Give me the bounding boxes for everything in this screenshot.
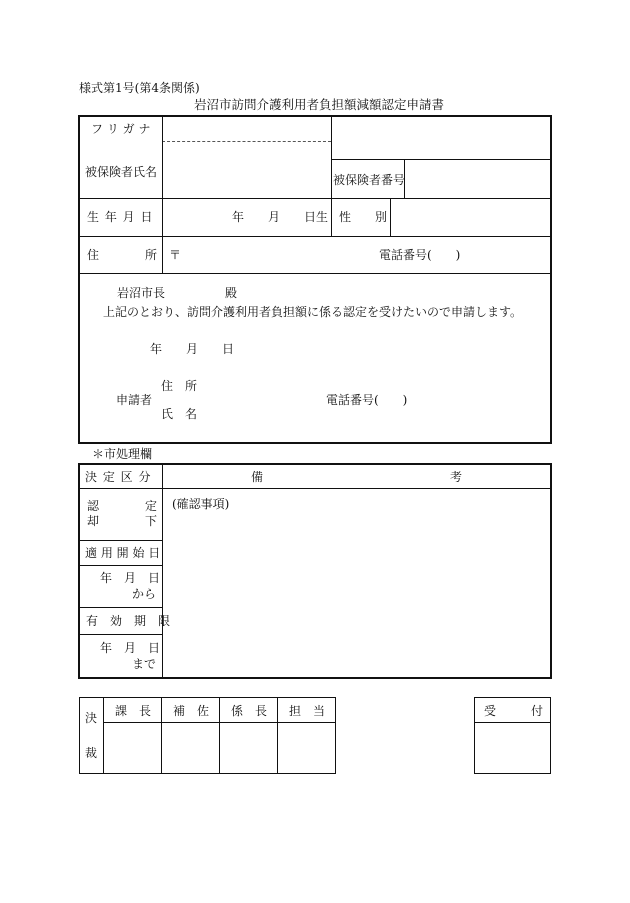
valid-suffix: まで	[132, 657, 157, 671]
approve-right: 定	[145, 499, 158, 513]
subsection-chief-label: 係 長	[231, 704, 268, 718]
sex-label: 性 別	[339, 210, 388, 224]
applicant-label: 申請者	[116, 393, 153, 407]
address-field[interactable]	[182, 240, 372, 270]
remarks-label-left: 備	[251, 470, 264, 484]
chief-label: 課 長	[115, 704, 152, 718]
form-number: 様式第1号(第4条関係)	[79, 81, 200, 95]
in-charge-label: 担 当	[289, 704, 326, 718]
address-label-right: 所	[145, 248, 158, 262]
addressee: 岩沼市長 殿	[117, 286, 238, 300]
reception-left: 受	[484, 704, 497, 718]
furigana-label: フ リ ガ ナ	[91, 122, 151, 136]
reject-right: 下	[145, 514, 158, 528]
approve-left: 認	[87, 499, 100, 513]
start-date-ymd[interactable]: 年 月 日	[100, 571, 161, 585]
in-charge-stamp[interactable]	[279, 724, 334, 773]
decision-label: 決 定 区 分	[85, 470, 152, 484]
insured-number-field[interactable]	[406, 161, 550, 197]
birthdate-template[interactable]: 年 月 日生	[232, 210, 329, 224]
declaration-date[interactable]: 年 月 日	[150, 342, 235, 356]
chief-stamp[interactable]	[105, 724, 160, 773]
subsection-chief-stamp[interactable]	[221, 724, 276, 773]
assistant-stamp[interactable]	[163, 724, 218, 773]
remarks-label-right: 考	[450, 470, 463, 484]
reject-left: 却	[87, 514, 100, 528]
insured-number-label: 被保険者番号	[333, 173, 406, 187]
address-label-left: 住	[87, 248, 100, 262]
reception-stamp[interactable]	[476, 724, 549, 773]
applicant-phone-label: 電話番号( )	[326, 393, 408, 407]
phone-label: 電話番号( )	[379, 248, 461, 262]
declaration-statement: 上記のとおり、訪問介護利用者負担額に係る認定を受けたいので申請します。	[103, 305, 523, 319]
decision-right: 裁	[85, 746, 98, 760]
postal-mark: 〒	[169, 248, 182, 262]
sex-field[interactable]	[392, 200, 550, 235]
office-section-label: ＊市処理欄	[92, 447, 153, 461]
decision-left: 決	[85, 711, 98, 725]
confirmation-note: (確認事項)	[172, 497, 230, 511]
furigana-field[interactable]	[164, 118, 329, 140]
start-date-suffix: から	[132, 587, 157, 601]
applicant-address-label: 住 所	[161, 379, 198, 393]
assistant-label: 補 佐	[173, 704, 210, 718]
start-date-label: 適 用 開 始 日	[85, 546, 161, 560]
form-title: 岩沼市訪問介護利用者負担額減額認定申請書	[194, 97, 445, 112]
valid-ymd[interactable]: 年 月 日	[100, 641, 161, 655]
applicant-name-label: 氏 名	[161, 407, 198, 421]
insured-name-field[interactable]	[164, 143, 329, 197]
valid-period-label: 有 効 期 限	[86, 614, 171, 628]
reception-right: 付	[531, 704, 544, 718]
remarks-field[interactable]	[164, 512, 550, 677]
insured-name-label: 被保険者氏名	[85, 165, 158, 179]
birthdate-label: 生 年 月 日	[87, 210, 154, 224]
